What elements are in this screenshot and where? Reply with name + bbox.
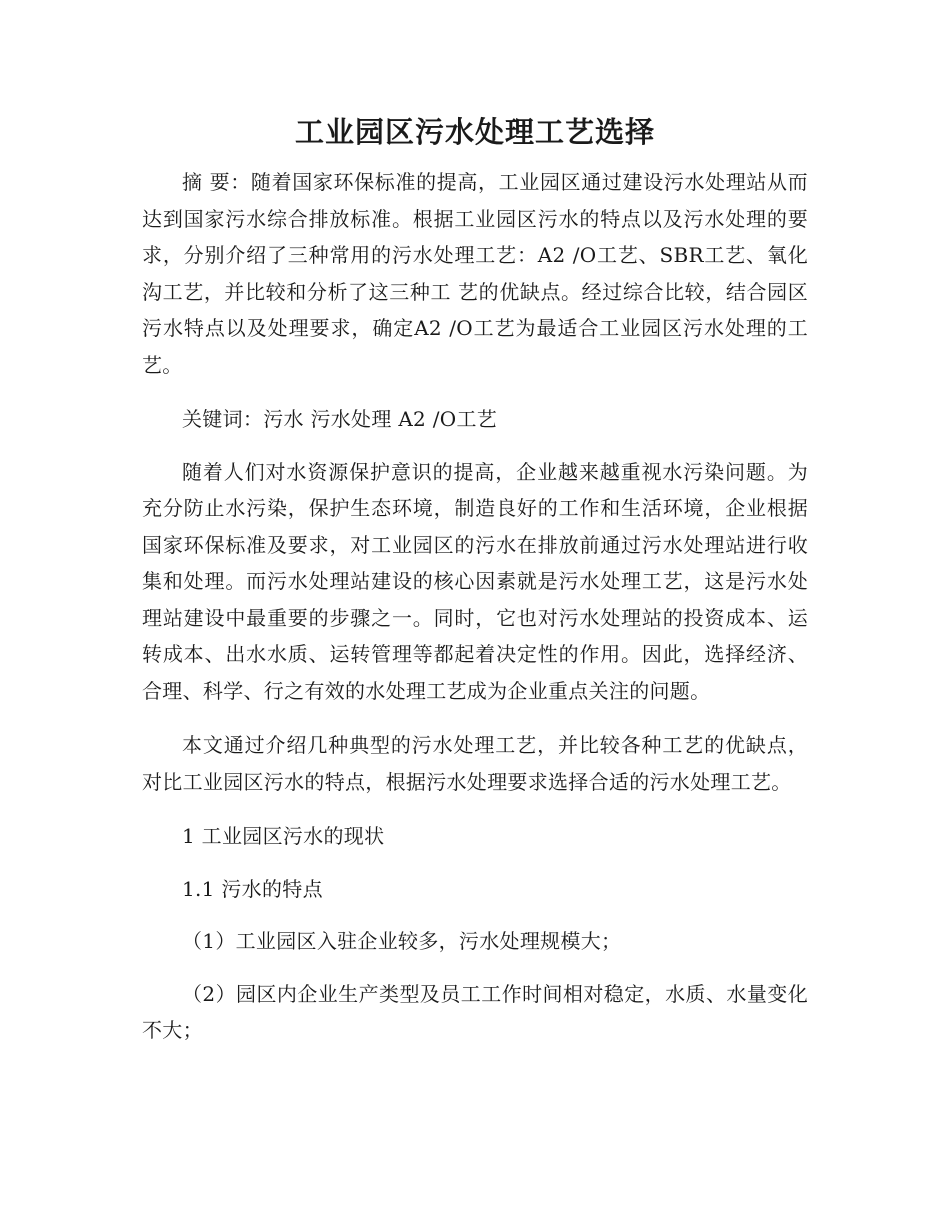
document-body: [142, 164, 808, 1065]
document-title: 工业园区污水处理工艺选择: [294, 115, 655, 149]
section-heading-1-1: 1.1 污水的特点: [182, 876, 323, 901]
list-item-2: （2）园区内企业生产类型及员工工作时间相对稳定，水质、水量变化不大；: [142, 981, 808, 1042]
list-item-1: （1）工业园区入驻企业较多，污水处理规模大；: [182, 929, 622, 953]
section-heading-1: 1 工业园区污水的现状: [182, 824, 385, 848]
intro-paragraph-1: 随着人们对水资源保护意识的提高，企业越来越重视水污染问题。为充分防止水污染，保护生态环境，制造良好的工作和生活环境，企业根据国家环保标准及要求，对工业园区的污水在排放前通过污水处理站进行收集和处理。而污水处理站建设的核心因素就是污水处理工艺，这是污水处理站建设中最重要的步骤之一。同时，它也对污水处理站的投资成本、运转成本、出水水质、运转管理等都起着决定性的作用。因此，选择经济、合理、科学、行之有效的水处理工艺成为企业重点关注的问题。: [142, 459, 808, 703]
abstract-paragraph: 摘 要：随着国家环保标准的提高，工业园区通过建设污水处理站从而达到国家污水综合排放标准。根据工业园区污水的特点以及污水处理的要求，分别介绍了三种常用的污水处理工艺：A2 /O工艺、SBR工艺、氧化沟工艺，并比较和分析了这三种工 艺的优缺点。经过综合比较，结合园区污水特点以及处理要求，确定A2 /O工艺为最适合工业园区污水处理的工艺。: [142, 170, 808, 377]
keywords-line: 关键词：污水 污水处理 A2 /O工艺: [182, 407, 498, 431]
intro-paragraph-2: 本文通过介绍几种典型的污水处理工艺，并比较各种工艺的优缺点，对比工业园区污水的特点，根据污水处理要求选择合适的污水处理工艺。: [142, 733, 808, 794]
